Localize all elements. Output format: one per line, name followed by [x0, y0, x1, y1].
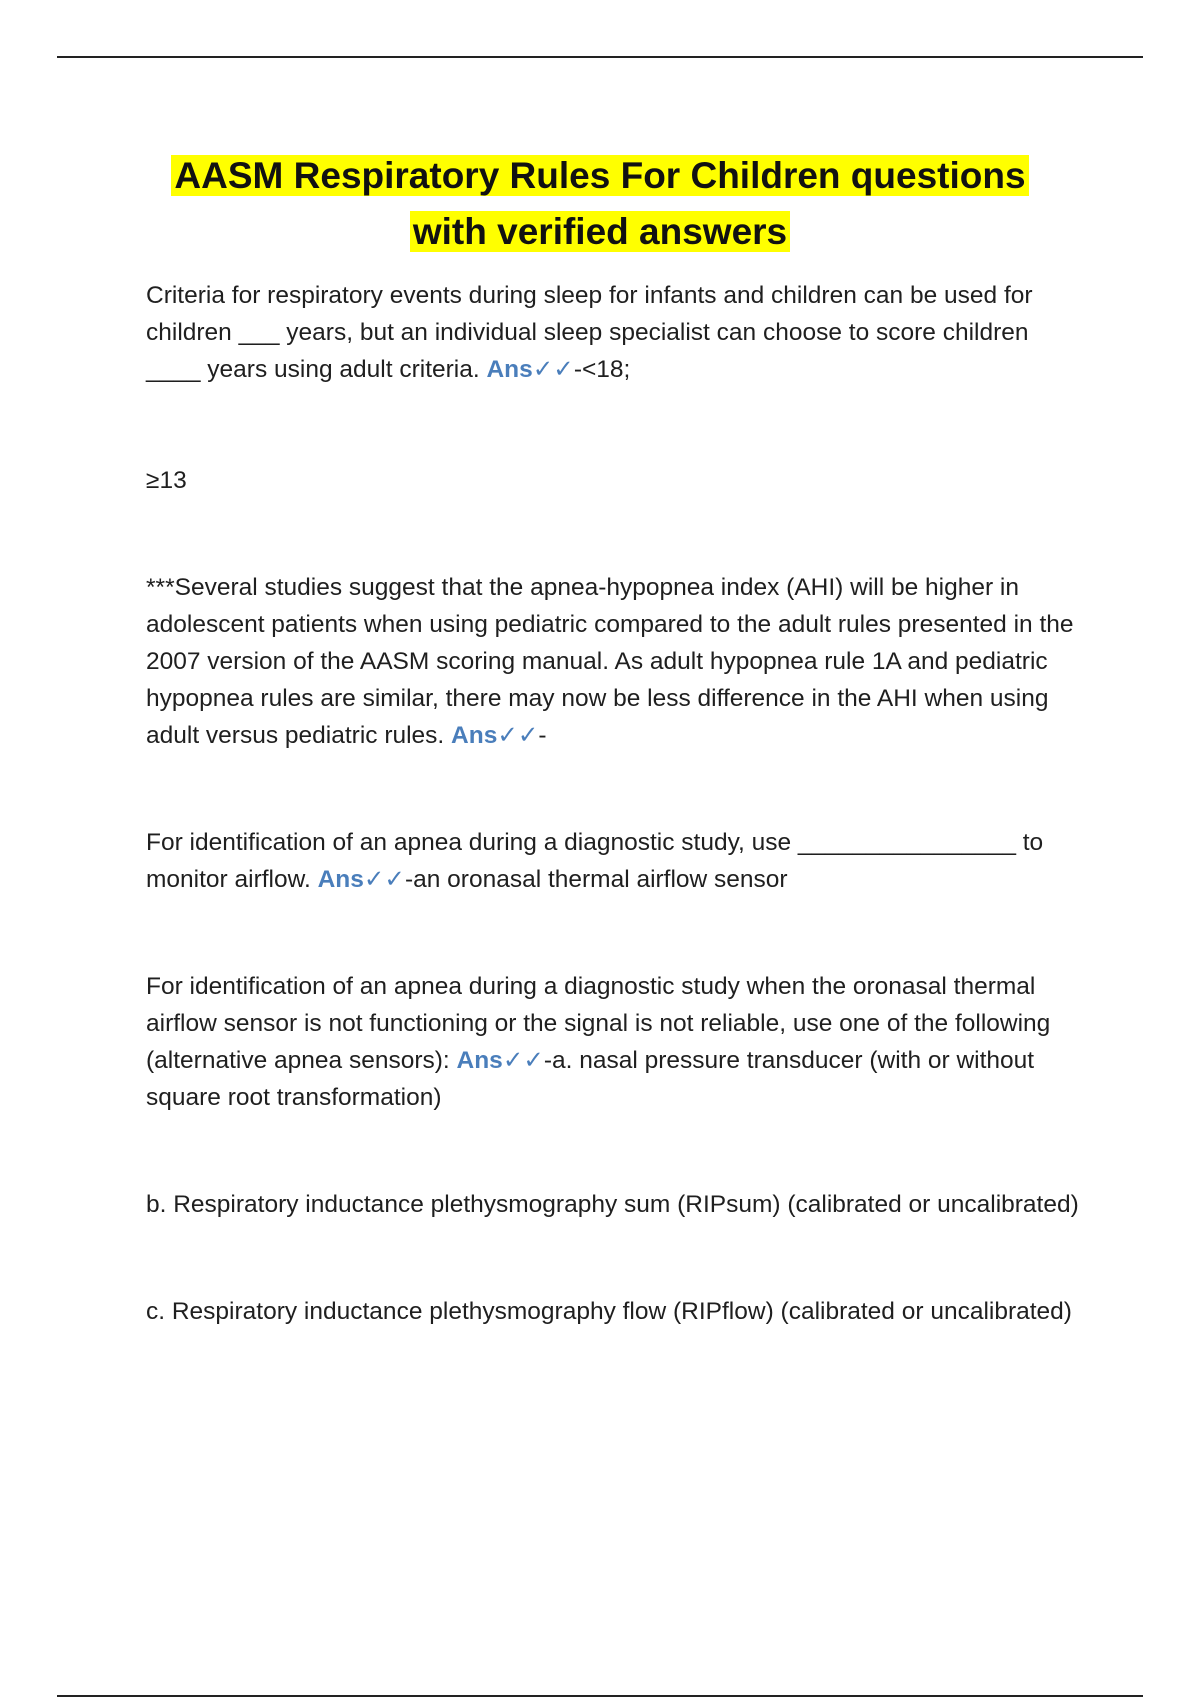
question-text: Criteria for respiratory events during sleep for infants and children can be used for children ___ years, but an individual sleep specialist can choose to score children ____ years using adult criteria.	[146, 282, 1033, 383]
answer-text: -an oronasal thermal airflow sensor	[404, 866, 788, 893]
text-item-6: b. Respiratory inductance plethysmography sum (RIPsum) (calibrated or uncalibrated)	[146, 1191, 1079, 1218]
document-title	[60, 148, 1140, 260]
text-item-7: c. Respiratory inductance plethysmography flow (RIPflow) (calibrated or uncalibrated)	[146, 1298, 1072, 1325]
answer-label: Ans✓✓	[451, 722, 539, 749]
check-icon: ✓✓	[497, 722, 539, 749]
answer-label: Ans✓✓	[486, 356, 574, 383]
answer-text: -<18;	[573, 356, 631, 383]
title-line-1: AASM Respiratory Rules For Children questions	[171, 155, 1028, 196]
text-item-2: ≥13	[146, 467, 187, 494]
question-text: For identification of an apnea during a diagnostic study, use ________________ to monitor airflow.	[146, 829, 1044, 893]
question-text: ***Several studies suggest that the apnea-hypopnea index (AHI) will be higher in adolescent patients when using pediatric compared to the adult rules presented in the 2007 version of the AASM scoring manual. As adult hypopnea rule 1A and pediatric hypopnea rules are similar, there may now be less difference in the AHI when using adult versus pediatric rules.	[146, 574, 1074, 749]
qa-item-1	[146, 277, 1081, 388]
question-text: For identification of an apnea during a diagnostic study when the oronasal thermal airflow sensor is not functioning or the signal is not reliable, use one of the following (alternative apnea sensors):	[146, 973, 1051, 1074]
top-rule	[57, 56, 1143, 58]
document-body	[146, 277, 1081, 1330]
check-icon: ✓✓	[363, 866, 405, 893]
answer-label: Ans✓✓	[317, 866, 405, 893]
bottom-rule	[57, 1695, 1143, 1697]
answer-text: -	[538, 722, 547, 749]
answer-label: Ans✓✓	[456, 1047, 544, 1074]
qa-item-5	[146, 968, 1081, 1116]
title-line-2: with verified answers	[410, 211, 790, 252]
answer-text: -a. nasal pressure transducer (with or without square root transformation)	[146, 1047, 1035, 1111]
check-icon: ✓✓	[532, 356, 574, 383]
check-icon: ✓✓	[502, 1047, 544, 1074]
qa-item-3	[146, 569, 1081, 754]
qa-item-4	[146, 824, 1081, 898]
